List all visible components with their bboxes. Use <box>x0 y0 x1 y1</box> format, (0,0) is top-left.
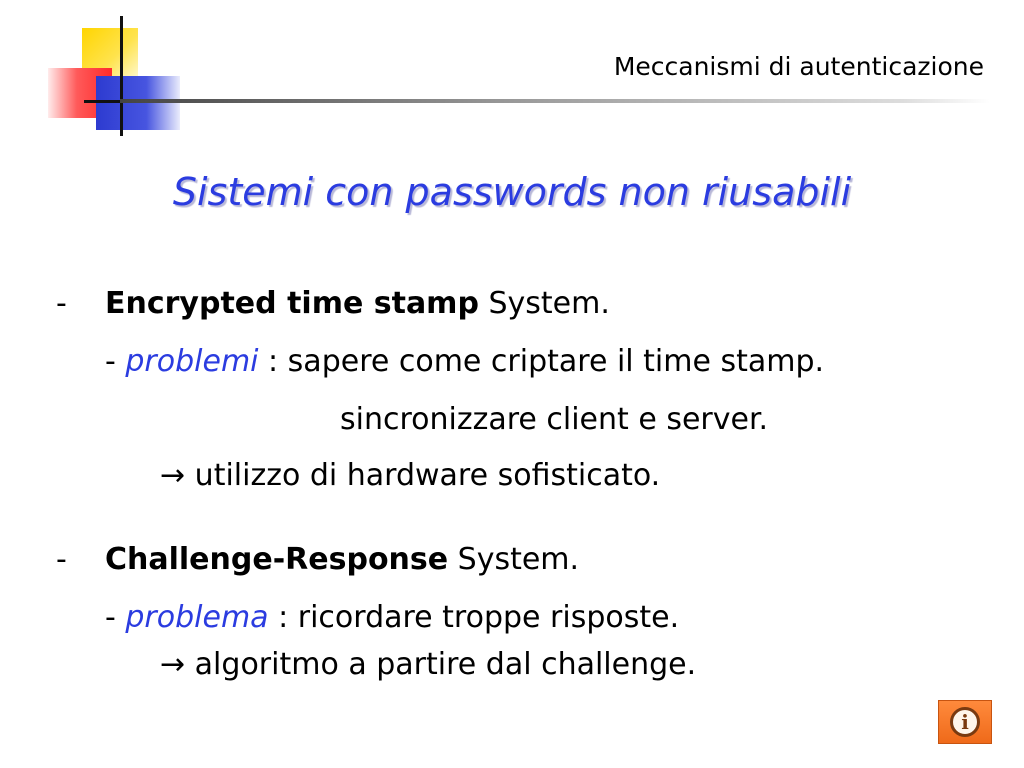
solution-line <box>160 647 696 682</box>
header-title: Meccanismi di autenticazione <box>613 52 984 81</box>
problem-line <box>105 600 679 635</box>
problem-continuation: sincronizzare client e server. <box>340 402 769 437</box>
item-heading <box>105 286 610 321</box>
problem-text: : sapere come criptare il time stamp. <box>258 344 825 379</box>
info-icon: i <box>950 707 980 737</box>
item-heading <box>105 542 579 577</box>
info-button[interactable] <box>938 700 992 744</box>
problem-prefix: - <box>105 344 126 379</box>
problem-prefix: - <box>105 600 126 635</box>
arrow-right-icon: → <box>160 647 186 682</box>
logo-blue-square <box>96 76 180 130</box>
solution-text: utilizzo di hardware sofisticato. <box>185 458 661 493</box>
item-heading-rest: System. <box>448 542 580 577</box>
arrow-right-icon: → <box>160 458 186 493</box>
problem-label: problemi <box>125 344 259 379</box>
problem-line <box>105 344 824 379</box>
bullet-dash: - <box>56 542 67 577</box>
slide-logo <box>40 14 190 139</box>
header-rule <box>120 99 990 103</box>
solution-line <box>160 458 660 493</box>
item-heading-rest: System. <box>478 286 610 321</box>
problem-text: : ricordare troppe risposte. <box>268 600 680 635</box>
item-heading-bold: Challenge-Response <box>105 542 449 577</box>
slide-title: Sistemi con passwords non riusabili <box>172 170 852 214</box>
logo-vertical-line <box>120 16 123 136</box>
item-heading-bold: Encrypted time stamp <box>105 286 479 321</box>
solution-text: algoritmo a partire dal challenge. <box>185 647 697 682</box>
bullet-dash: - <box>56 286 67 321</box>
problem-label: problema <box>125 600 269 635</box>
